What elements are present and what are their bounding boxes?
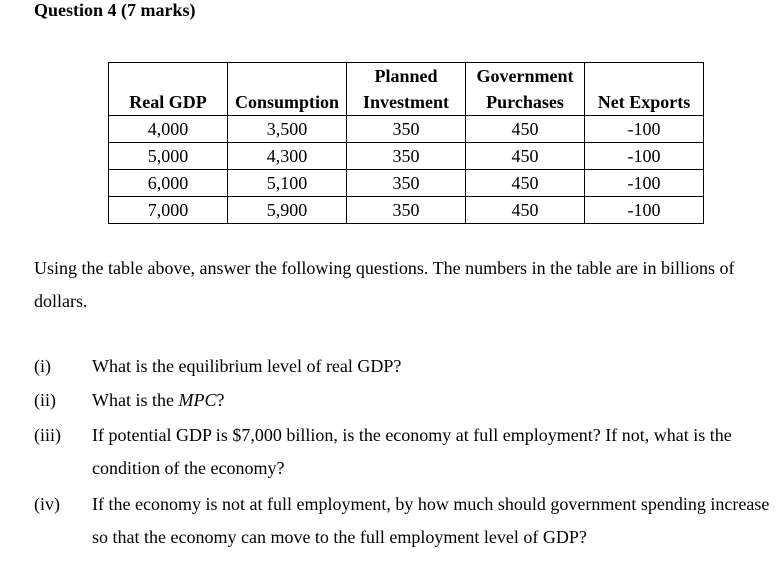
header-cell: Consumption	[228, 89, 347, 116]
table-cell: 5,100	[228, 170, 347, 197]
table-cell: 3,500	[228, 116, 347, 143]
header-top-cell: Planned	[347, 63, 466, 90]
table-cell: -100	[585, 116, 704, 143]
header-top-cell: Government	[466, 63, 585, 90]
header-cell: Purchases	[466, 89, 585, 116]
question-number: (i)	[34, 356, 51, 376]
table-cell: 4,300	[228, 143, 347, 170]
question-text-part: ?	[216, 390, 225, 410]
table-cell: 4,000	[109, 116, 228, 143]
question-number: (iii)	[34, 425, 61, 445]
table-cell: -100	[585, 197, 704, 224]
table-cell: 6,000	[109, 170, 228, 197]
table-cell: 450	[466, 143, 585, 170]
question-number: (iv)	[34, 494, 60, 514]
table-cell: 350	[347, 197, 466, 224]
table-cell: 350	[347, 116, 466, 143]
table-row	[109, 116, 704, 143]
header-cell: Net Exports	[585, 89, 704, 116]
table-row	[109, 170, 704, 197]
table-row	[109, 143, 704, 170]
table-cell: 450	[466, 116, 585, 143]
table-cell: 7,000	[109, 197, 228, 224]
question-text: If potential GDP is $7,000 billion, is the economy at full employment? If not, what is the condition of the economy?	[92, 425, 732, 478]
table-cell: -100	[585, 170, 704, 197]
question-text	[92, 384, 776, 417]
table-row	[109, 197, 704, 224]
question-number: (ii)	[34, 390, 56, 410]
gdp-table	[108, 62, 704, 224]
table-cell: 350	[347, 170, 466, 197]
table-header-row-top	[109, 63, 704, 90]
table-cell: 350	[347, 143, 466, 170]
table-cell: 450	[466, 197, 585, 224]
header-top-cell	[585, 63, 704, 90]
intro-paragraph: Using the table above, answer the following questions. The numbers in the table are in billions of dollars.	[34, 258, 735, 311]
question-heading: Question 4 (7 marks)	[34, 0, 196, 20]
header-top-cell	[228, 63, 347, 90]
table-cell: 5,000	[109, 143, 228, 170]
table-cell: 5,900	[228, 197, 347, 224]
header-cell: Real GDP	[109, 89, 228, 116]
question-text: If the economy is not at full employment, by how much should government spending increase so that the economy can move to the full employment level of GDP?	[92, 494, 770, 547]
question-text-part: What is the	[92, 390, 179, 410]
table-cell: 450	[466, 170, 585, 197]
question-text: What is the equilibrium level of real GDP?	[92, 356, 402, 376]
table-header-row-bottom	[109, 89, 704, 116]
mpc-term: MPC	[178, 390, 217, 410]
header-top-cell	[109, 63, 228, 90]
table-cell: -100	[585, 143, 704, 170]
header-cell: Investment	[347, 89, 466, 116]
